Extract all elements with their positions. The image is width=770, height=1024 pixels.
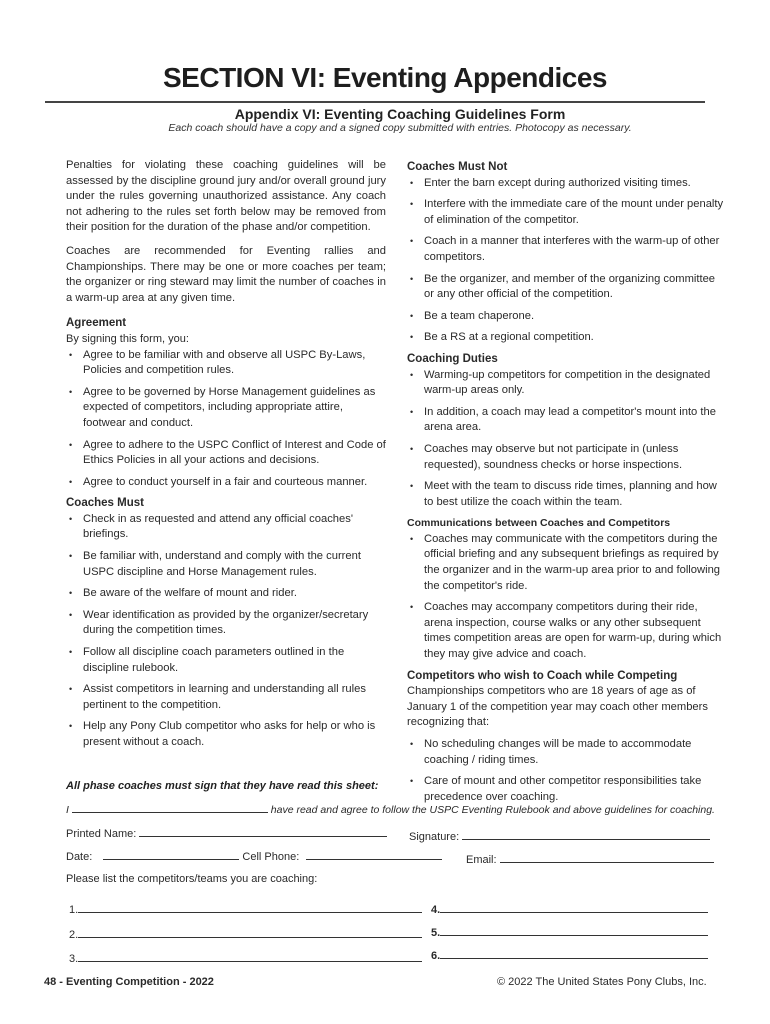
agree-text: have read and agree to follow the USPC Eventing Rulebook and above guidelines for coaching. bbox=[270, 804, 715, 816]
appendix-subtitle: Appendix VI: Eventing Coaching Guidelines Form bbox=[234, 106, 566, 122]
competitor-line-1 bbox=[69, 902, 422, 916]
sign-heading: All phase coaches must sign that they have read this sheet: bbox=[66, 780, 379, 792]
competing-coaches-heading: Competitors who wish to Coach while Competing bbox=[407, 669, 678, 682]
competitor-line-2 bbox=[69, 927, 422, 941]
competitor-field-6[interactable] bbox=[440, 948, 708, 959]
list-item: • Warming-up competitors for competition in the designated warm-up areas only. bbox=[407, 368, 727, 399]
email-row bbox=[466, 852, 714, 866]
list-item: • Interfere with the immediate care of the mount under penalty of elimination of the competitor. bbox=[407, 197, 727, 228]
page-title: SECTION VI: Eventing Appendices bbox=[163, 62, 607, 93]
list-item: • Assist competitors in learning and understanding all rules pertinent to the competition. bbox=[66, 682, 386, 713]
coaches-must-heading: Coaches Must bbox=[66, 497, 144, 510]
line-number: 3. bbox=[69, 953, 79, 965]
competitor-field-4[interactable] bbox=[440, 902, 708, 913]
competitor-field-5[interactable] bbox=[440, 925, 708, 936]
list-item: • Be a team chaperone. bbox=[407, 309, 727, 325]
list-item: • Be a RS at a regional competition. bbox=[407, 330, 727, 346]
list-item: • Coaches may accompany competitors during their ride, arena inspection, course walks or any other subsequent times competition areas are open for warm-up, during which they may give advice and coach. bbox=[407, 600, 727, 662]
right-column bbox=[407, 160, 727, 811]
competitor-line-6 bbox=[431, 948, 708, 962]
appendix-note: Each coach should have a copy and a signed copy submitted with entries. Photocopy as necessary. bbox=[168, 122, 632, 134]
list-item: • Coaches may communicate with the competitors during the official briefing and any subsequent briefings as required by the organizer and in the warm-up area prior to and following the competitor's ride. bbox=[407, 532, 727, 594]
competitor-field-3[interactable] bbox=[78, 951, 422, 962]
list-item: • Agree to be familiar with and observe all USPC By-Laws, Policies and competition rules. bbox=[66, 348, 386, 379]
signature-row bbox=[409, 829, 710, 843]
email-field[interactable] bbox=[500, 852, 714, 863]
signature-label: Signature: bbox=[409, 831, 460, 843]
coaches-must-not-list bbox=[407, 176, 727, 346]
competing-coaches-paragraph: Championships competitors who are 18 years of age as of January 1 of the competition year may coach other members recognizing that: bbox=[407, 685, 708, 729]
date-label: Date: bbox=[66, 851, 93, 863]
competitor-field-2[interactable] bbox=[78, 927, 422, 938]
title-divider bbox=[45, 101, 705, 103]
list-item: • Agree to conduct yourself in a fair and courteous manner. bbox=[66, 475, 386, 491]
list-item: • In addition, a coach may lead a competitor's mount into the arena area. bbox=[407, 405, 727, 436]
date-field[interactable] bbox=[103, 849, 239, 860]
list-item: • Coaches may observe but not participate in (unless requested), soundness checks or horse inspections. bbox=[407, 442, 727, 473]
printed-name-label: Printed Name: bbox=[66, 828, 137, 840]
agreement-sign-line bbox=[66, 802, 715, 816]
list-item: • Agree to be governed by Horse Management guidelines as expected of competitors, including appropriate attire, footwear and conduct. bbox=[66, 385, 386, 432]
date-phone-row bbox=[66, 849, 442, 863]
list-item: • Coach in a manner that interferes with the warm-up of other competitors. bbox=[407, 234, 727, 265]
agreement-heading: Agreement bbox=[66, 317, 127, 330]
coaches-must-list bbox=[66, 512, 386, 751]
line-number: 5. bbox=[431, 927, 441, 939]
cell-phone-field[interactable] bbox=[306, 849, 442, 860]
coach-name-blank[interactable] bbox=[72, 802, 268, 813]
competitor-list-prompt: Please list the competitors/teams you are coaching: bbox=[66, 873, 318, 885]
agreement-list bbox=[66, 348, 386, 491]
coaching-duties-list bbox=[407, 368, 727, 511]
list-item: • Wear identification as provided by the organizer/secretary during the competition times. bbox=[66, 608, 386, 639]
line-number: 6. bbox=[431, 950, 441, 962]
line-number: 2. bbox=[69, 929, 79, 941]
cell-phone-label: Cell Phone: bbox=[242, 851, 300, 863]
coaches-must-not-heading: Coaches Must Not bbox=[407, 161, 508, 173]
line-number: 1. bbox=[69, 904, 79, 916]
i-label: I bbox=[66, 804, 69, 816]
penalties-paragraph: Penalties for violating these coaching guidelines will be assessed by the discipline ground jury and/or overall ground jury under the rules governing unauthorized assistance. Any coach not adhering to the rules set forth below may be removed from their position for the duration of the phase and/or competition. bbox=[66, 159, 386, 234]
list-item: • Meet with the team to discuss ride times, planning and how to best utilize the coach within the team. bbox=[407, 479, 727, 510]
recommendation-paragraph: Coaches are recommended for Eventing rallies and Championships. There may be one or more coaches per team; the organizer or ring steward may limit the number of coaches in a warm-up area at any given time. bbox=[66, 244, 386, 304]
competitor-line-5 bbox=[431, 925, 708, 939]
printed-name-field[interactable] bbox=[139, 826, 387, 837]
communications-list bbox=[407, 532, 727, 663]
list-item: • Enter the barn except during authorized visiting times. bbox=[407, 176, 727, 192]
competitor-line-3 bbox=[69, 951, 422, 965]
email-label: Email: bbox=[466, 854, 497, 866]
printed-name-row bbox=[66, 826, 387, 840]
competitor-line-4 bbox=[431, 902, 708, 916]
list-item: • Check in as requested and attend any official coaches' briefings. bbox=[66, 512, 386, 543]
list-item: • Be the organizer, and member of the organizing committee or any other official of the competition. bbox=[407, 272, 727, 303]
list-item: • Be aware of the welfare of mount and rider. bbox=[66, 586, 386, 602]
coaching-duties-heading: Coaching Duties bbox=[407, 352, 498, 365]
list-item: • Agree to adhere to the USPC Conflict of Interest and Code of Ethics Policies in all your actions and decisions. bbox=[66, 438, 386, 469]
signature-field[interactable] bbox=[462, 829, 710, 840]
list-item: • Care of mount and other competitor responsibilities take precedence over coaching. bbox=[407, 774, 727, 805]
agreement-intro: By signing this form, you: bbox=[66, 332, 189, 345]
footer-copyright: © 2022 The United States Pony Clubs, Inc. bbox=[497, 976, 707, 988]
list-item: • Be familiar with, understand and comply with the current USPC discipline and Horse Management rules. bbox=[66, 549, 386, 580]
left-column bbox=[66, 158, 386, 757]
list-item: • Help any Pony Club competitor who asks for help or who is present without a coach. bbox=[66, 719, 386, 750]
competitor-field-1[interactable] bbox=[78, 902, 422, 913]
line-number: 4. bbox=[431, 904, 441, 916]
list-item: • Follow all discipline coach parameters outlined in the discipline rulebook. bbox=[66, 645, 386, 676]
list-item: • No scheduling changes will be made to accommodate coaching / riding times. bbox=[407, 737, 727, 768]
competing-coaches-list bbox=[407, 737, 727, 805]
footer-page-label: 48 - Eventing Competition - 2022 bbox=[44, 976, 214, 988]
communications-heading: Communications between Coaches and Competitors bbox=[407, 517, 671, 530]
